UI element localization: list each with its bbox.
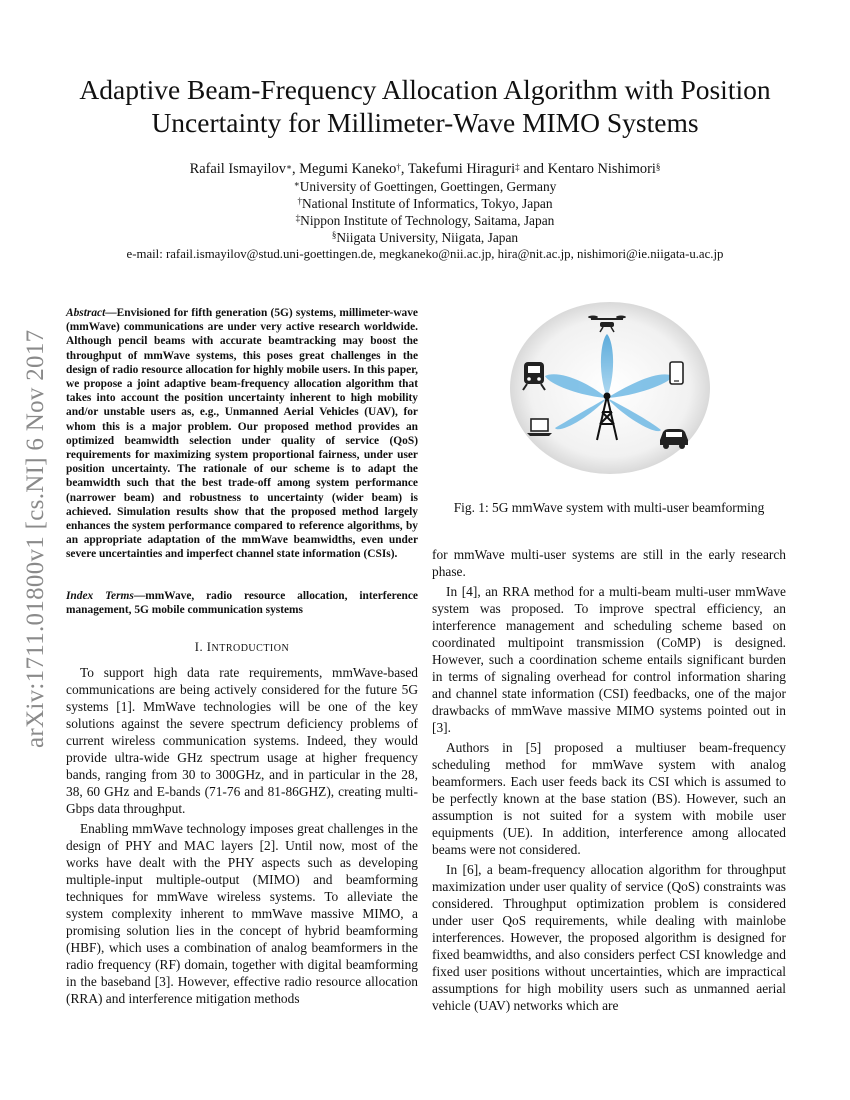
- author-list: [40, 160, 810, 179]
- author-name: Megumi Kaneko: [299, 161, 397, 177]
- author-mark: §: [655, 162, 661, 172]
- abstract-text: —Envisioned for fifth generation (5G) systems, millimeter-wave (mmWave) communications are under very active research worldwide. Although pencil beams with accurate beamtracking may boost the throughput of mmWave systems, this poses great challenges in the design of radio resource allocation for highly mobile users. In this paper, we propose a joint adaptive beam-frequency allocation algorithm that takes into account the position uncertainty inherent to high mobility and/or unstable users as, e.g., Unmanned Aerial Vehicles (UAV), for whom this is a major problem. Our proposed method provides an optimized beamwidth selection under quality of service (QoS) requirements for maximizing system proportional fairness, under user position uncertainty. The rationale of our scheme is to adapt the beamwidth such that the best trade-off among system performance (narrower beam) and robustness to uncertainty (wider beam) is achieved. Simulation results show that the proposed method largely enhances the system performance compared to reference algorithms, by an appropriate adaptation of the mmWave beamwidths, even under severe uncertainties and imperfect channel state information (CSIs).: [66, 307, 418, 561]
- section-title-rest: NTRODUCTION: [211, 643, 290, 654]
- affiliation: [40, 195, 810, 212]
- affiliation-mark: †: [297, 196, 302, 206]
- paragraph: Authors in [5] proposed a multiuser beam-frequency scheduling method for mmWave system with analog beamformers. Each user feeds back its CSI which is assumed to be perfectly known at the base station (BS). However, such an assumption is not suited for a system with mobile user equipments (UE). In addition, interference among allocated beams were not considered.: [432, 740, 786, 857]
- affiliation: [40, 229, 810, 246]
- affiliation-text: Niigata University, Niigata, Japan: [336, 230, 519, 245]
- paragraph: Enabling mmWave technology imposes great challenges in the design of PHY and MAC layers [2]. Until now, most of the works have dealt with the PHY aspects such as developing multiple-input multiple-output (MIMO) and beamforming techniques for mmWave wireless systems. To alleviate the system complexity inherent to mmWave massive MIMO, a promising solution lies in the concept of hybrid beamforming (HBF), which uses a combination of analog beamformers in the radio frequency (RF) domain, together with digital beamforming in the baseband [3]. However, effective radio resource allocation (RRA) and interference mitigation methods: [66, 821, 418, 1006]
- paragraph: To support high data rate requirements, mmWave-based communications are being actively considered for the future 5G systems [1]. MmWave technologies will be one of the key solutions against the severe spectrum deficiency problems of current wireless communication systems. Indeed, they would provide ultra-wide GHz spectrum usage at higher frequency bands, ranging from 30 to 300GHz, and in particular in the 28, 38, 60 GHz and E-bands (71-76 and 81-86GHZ), creating multi-Gbps data throughput.: [66, 665, 418, 816]
- author-name: Kentaro Nishimori: [547, 161, 656, 177]
- author-mark: ∗: [285, 162, 293, 172]
- arxiv-stamp: arXiv:1711.01800v1 [cs.NI] 6 Nov 2017: [22, 329, 49, 748]
- author-separator: ,: [292, 161, 300, 177]
- title-line-2: Uncertainty for Millimeter-Wave MIMO Systems: [151, 107, 699, 138]
- paragraph: for mmWave multi-user systems are still in the early research phase.: [432, 547, 786, 579]
- affiliation: [40, 178, 810, 195]
- title-line-1: Adaptive Beam-Frequency Allocation Algorithm with Position: [79, 74, 771, 105]
- affiliation-text: University of Goettingen, Goettingen, Germany: [299, 179, 557, 194]
- author-separator: ,: [400, 161, 408, 177]
- affiliation-text: Nippon Institute of Technology, Saitama, Japan: [300, 213, 555, 228]
- figure-illustration: [505, 300, 715, 475]
- index-terms: [66, 589, 418, 617]
- laptop-icon: [527, 419, 552, 436]
- affiliation: [40, 212, 810, 229]
- abstract: [66, 306, 418, 562]
- paper-title: [40, 73, 810, 139]
- author-name: Rafail Ismayilov: [189, 161, 286, 177]
- author-mark: ‡: [515, 162, 520, 172]
- right-column-body: [432, 546, 786, 1014]
- index-terms-label: Index Terms: [66, 590, 134, 602]
- author-separator: and: [519, 161, 548, 177]
- affiliation-mark: ‡: [295, 213, 301, 223]
- section-number: I.: [194, 640, 207, 654]
- author-name: Takefumi Hiraguri: [407, 161, 516, 177]
- paragraph: In [4], an RRA method for a multi-beam multi-user mmWave system was proposed. To improve spectral efficiency, an interference management and scheduling scheme based on coordinated multipoint transmission (CoMP) is designed. However, such a coordination scheme entails significant burden in terms of signaling overhead for control information sharing and channel state information (CSI) feedbacks, one of the major drawbacks of mmWave massive MIMO systems pointed out in [3].: [432, 584, 786, 735]
- author-emails: e-mail: rafail.ismayilov@stud.uni-goettingen.de, megkaneko@nii.ac.jp, hira@nit.ac.jp, nishimori@ie.niigata-u.ac.jp: [126, 247, 724, 261]
- phone-icon: [670, 362, 683, 384]
- affiliation-text: National Institute of Informatics, Tokyo, Japan: [301, 196, 553, 211]
- index-terms-text: —mmWave, radio resource allocation, interference management, 5G mobile communication systems: [66, 590, 418, 617]
- abstract-label: Abstract: [66, 307, 106, 319]
- affiliation-mark: §: [331, 230, 337, 240]
- affiliation-mark: ∗: [293, 179, 300, 189]
- paragraph: In [6], a beam-frequency allocation algorithm for throughput maximization under user quality of service (QoS) constraints was considered. Throughput optimization problem is considered under user QoS requirements, while dealing with mainlobe interferences. However, the proposed algorithm is designed for fixed beamwidths, and also considers perfect CSI knowledge and fixed user positions without uncertainties, which are impractical assumptions for high mobility users such as unmanned aerial vehicle (UAV) networks which are: [432, 862, 786, 1013]
- section-heading: [66, 640, 418, 655]
- figure-caption: Fig. 1: 5G mmWave system with multi-user beamforming: [453, 500, 765, 515]
- left-column-body: [66, 664, 418, 1007]
- section-initial: I: [206, 640, 212, 654]
- author-mark: †: [396, 162, 401, 172]
